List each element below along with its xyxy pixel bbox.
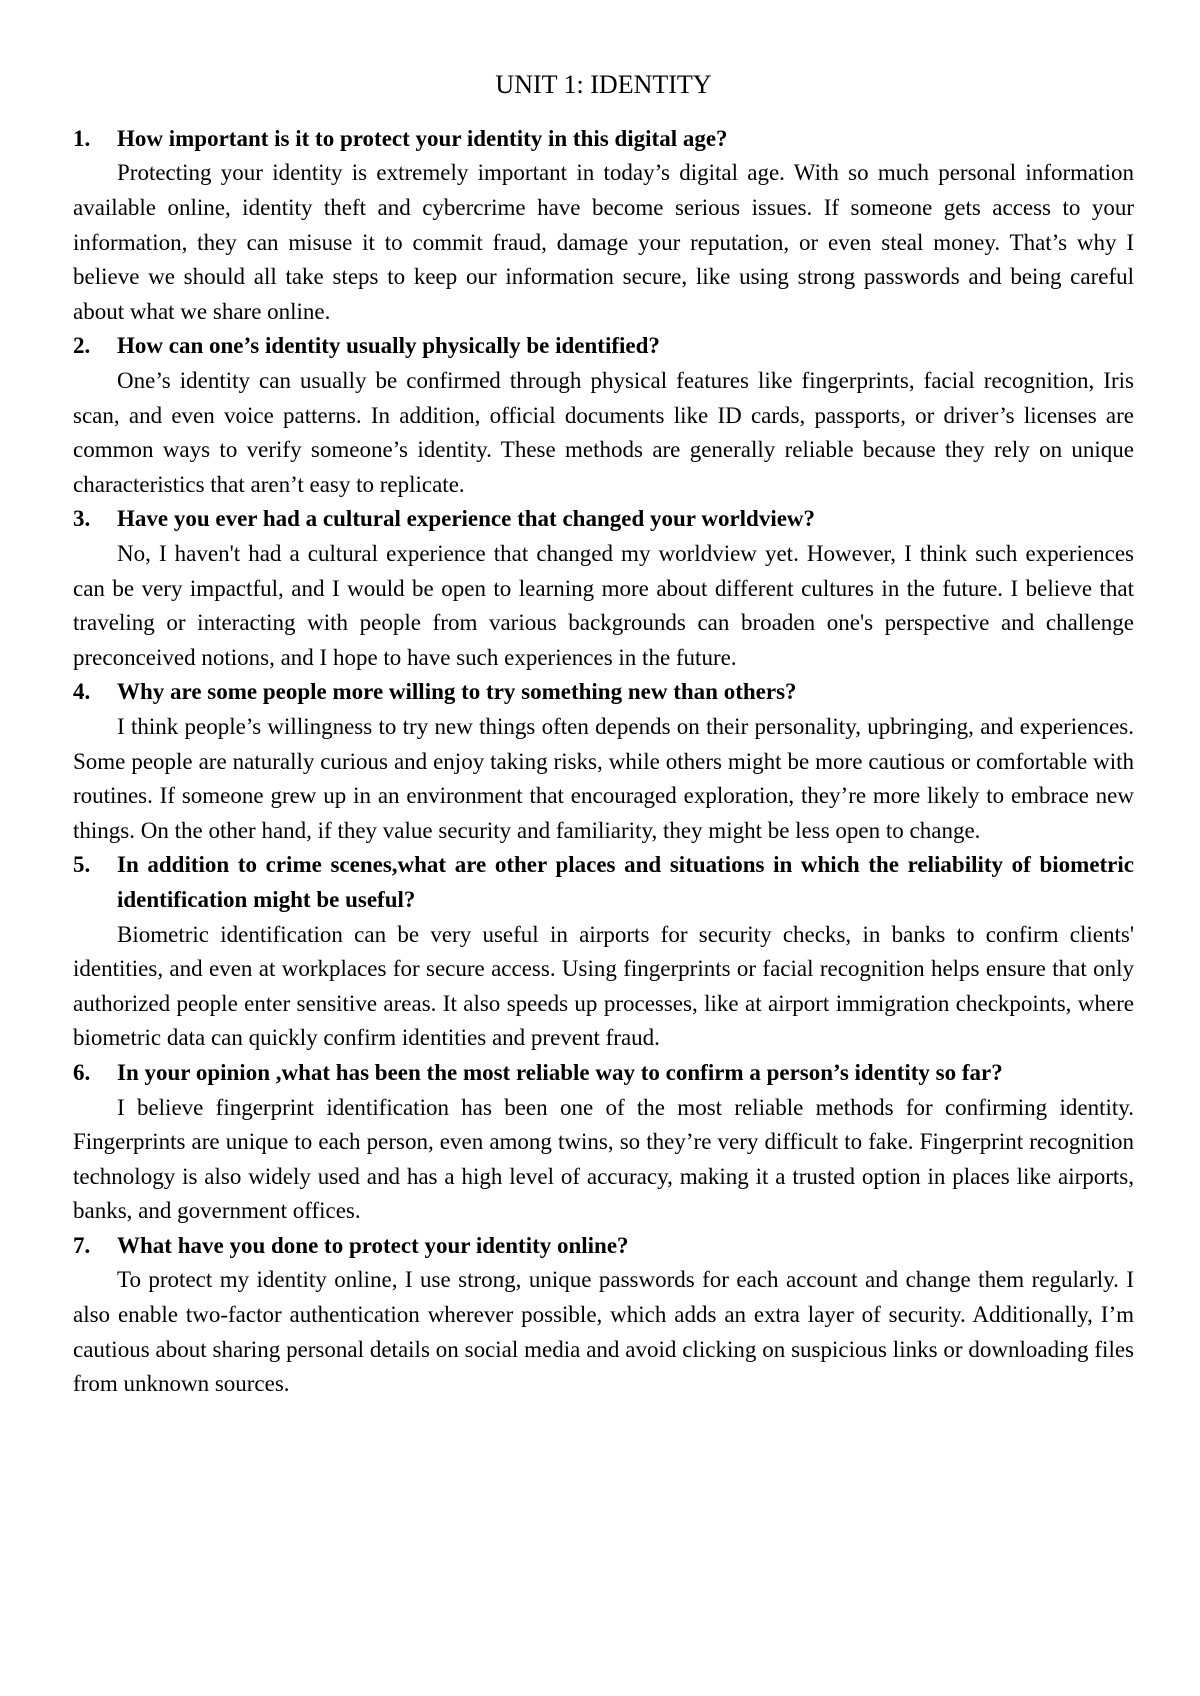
question: [73, 848, 1134, 917]
qa-item-5: [73, 848, 1134, 1056]
question-number: 2.: [73, 333, 91, 359]
answer-text: Protecting your identity is extremely important in today’s digital age. With so much personal information available online, identity theft and cybercrime have become serious issues. If someone gets access to your information, they can misuse it to commit fraud, damage your reputation, or even steal money. That’s why I believe we should all take steps to keep our information secure, like using strong passwords and being careful about what we share online.: [73, 160, 1134, 324]
question: [73, 675, 1134, 710]
question-text: Have you ever had a cultural experience that changed your worldview?: [117, 506, 816, 532]
qa-item-6: [73, 1056, 1134, 1229]
answer-text: No, I haven't had a cultural experience that changed my worldview yet. However, I think such experiences can be very impactful, and I would be open to learning more about different cultures in the future. I believe that traveling or interacting with people from various backgrounds can broaden one's perspective and challenge preconceived notions, and I hope to have such experiences in the future.: [73, 541, 1134, 670]
question: [73, 329, 1134, 364]
question-text: How can one’s identity usually physically be identified?: [117, 333, 660, 359]
qa-item-4: [73, 675, 1134, 848]
question: [73, 1056, 1134, 1091]
question: [73, 122, 1134, 157]
document-page: [73, 70, 1134, 1402]
question-text: In your opinion ,what has been the most reliable way to confirm a person’s identity so far?: [117, 1059, 1003, 1085]
qa-item-3: [73, 502, 1134, 675]
question-text: How important is it to protect your identity in this digital age?: [117, 125, 728, 151]
question-number: 5.: [73, 852, 91, 878]
question: [73, 502, 1134, 537]
qa-item-2: [73, 329, 1134, 502]
question-number: 4.: [73, 679, 91, 705]
question-number: 7.: [73, 1232, 91, 1258]
question-number: 3.: [73, 506, 91, 532]
answer-text: To protect my identity online, I use strong, unique passwords for each account and change them regularly. I also enable two-factor authentication wherever possible, which adds an extra layer of security. Additionally, I’m cautious about sharing personal details on social media and avoid clicking on suspicious links or downloading files from unknown sources.: [73, 1267, 1134, 1397]
page-title: UNIT 1: IDENTITY: [495, 70, 712, 99]
qa-item-1: [73, 122, 1134, 330]
question-text: Why are some people more willing to try something new than others?: [117, 679, 797, 705]
answer-text: Biometric identification can be very useful in airports for security checks, in banks to confirm clients' identities, and even at workplaces for secure access. Using fingerprints or facial recognition helps ensure that only authorized people enter sensitive areas. It also speeds up processes, like at airport immigration checkpoints, where biometric data can quickly confirm identities and prevent fraud.: [73, 921, 1134, 1051]
question-number: 1.: [73, 125, 91, 151]
answer-text: I think people’s willingness to try new things often depends on their personality, upbringing, and experiences. Some people are naturally curious and enjoy taking risks, while others might be more cautious or comfortable with routines. If someone grew up in an environment that encouraged exploration, they’re more likely to embrace new things. On the other hand, if they value security and familiarity, they might be less open to change.: [73, 713, 1134, 843]
question-text: In addition to crime scenes,what are other places and situations in which the reliability of biometric identification might be useful?: [117, 852, 1134, 912]
question: [73, 1229, 1134, 1264]
answer-text: One’s identity can usually be confirmed through physical features like fingerprints, facial recognition, Iris scan, and even voice patterns. In addition, official documents like ID cards, passports, or driver’s licenses are common ways to verify someone’s identity. These methods are generally reliable because they rely on unique characteristics that aren’t easy to replicate.: [73, 368, 1134, 497]
question-number: 6.: [73, 1059, 91, 1085]
question-text: What have you done to protect your identity online?: [117, 1232, 629, 1258]
qa-item-7: [73, 1229, 1134, 1402]
answer-text: I believe fingerprint identification has been one of the most reliable methods for confirming identity. Fingerprints are unique to each person, even among twins, so they’re very difficult to fake. Fingerprint recognition technology is also widely used and has a high level of accuracy, making it a trusted option in places like airports, banks, and government offices.: [73, 1094, 1134, 1224]
